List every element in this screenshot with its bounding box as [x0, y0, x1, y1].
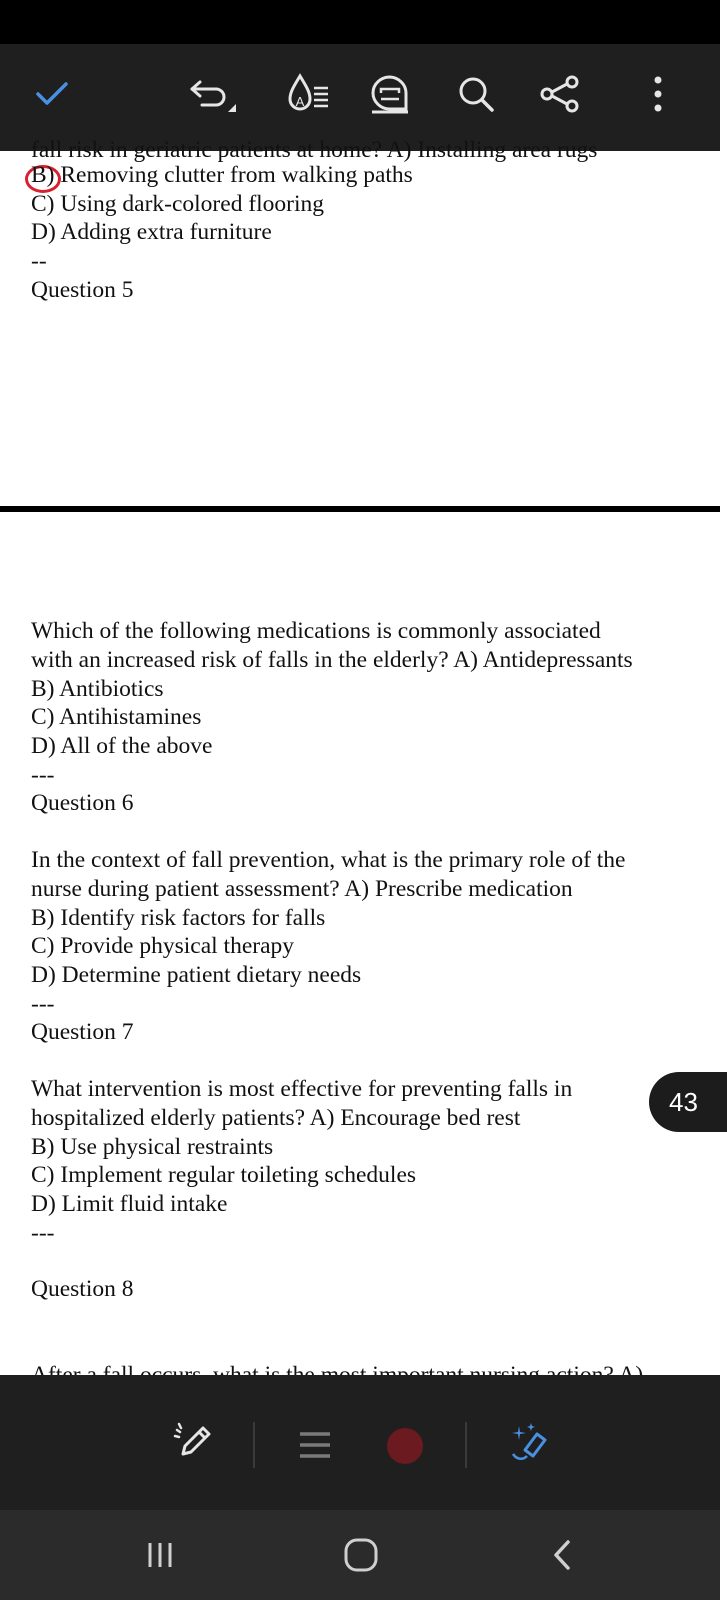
status-bar — [0, 0, 720, 44]
recents-icon[interactable] — [130, 1530, 190, 1580]
undo-icon[interactable] — [186, 66, 242, 122]
svg-text:A: A — [295, 94, 305, 109]
question-label: Question 8 — [31, 1276, 134, 1302]
option-line: C) Implement regular toileting schedules — [31, 1162, 417, 1188]
option-line: B) Removing clutter from walking paths — [31, 162, 413, 188]
option-line: C) Antihistamines — [31, 704, 202, 730]
toolbar-divider — [253, 1422, 255, 1468]
bottom-toolbar — [0, 1375, 720, 1510]
top-toolbar — [0, 44, 720, 151]
ai-pen-icon[interactable] — [504, 1417, 556, 1469]
separator-text: --- — [31, 762, 55, 788]
page-number-badge: 43 — [649, 1072, 727, 1132]
question-text: with an increased risk of falls in the elderly? A) Antidepressants — [31, 647, 633, 673]
system-navigation-bar — [0, 1510, 720, 1600]
toolbar-divider — [465, 1422, 467, 1468]
separator-text: -- — [31, 248, 47, 274]
cut-off-line-top: fall risk in geriatric patients at home? A) Installing area rugs — [31, 137, 598, 163]
question-text: What intervention is most effective for preventing falls in — [31, 1076, 573, 1102]
separator-text: --- — [31, 991, 55, 1017]
question-text: Which of the following medications is commonly associated — [31, 618, 601, 644]
color-swatch-icon[interactable] — [386, 1427, 424, 1465]
pen-icon[interactable] — [168, 1417, 220, 1469]
question-text: In the context of fall prevention, what is the primary role of the — [31, 847, 626, 873]
option-line: B) Identify risk factors for falls — [31, 905, 326, 931]
check-icon[interactable] — [24, 66, 80, 122]
document-page[interactable] — [0, 137, 720, 1375]
page-divider — [0, 506, 720, 512]
question-text: hospitalized elderly patients? A) Encourage bed rest — [31, 1105, 521, 1131]
option-line: D) Adding extra furniture — [31, 219, 272, 245]
separator-text: --- — [31, 1220, 55, 1246]
option-line: D) Limit fluid intake — [31, 1191, 228, 1217]
option-line: C) Using dark-colored flooring — [31, 191, 325, 217]
question-label: Question 6 — [31, 790, 134, 816]
option-line: B) Antibiotics — [31, 676, 164, 702]
option-line: B) Use physical restraints — [31, 1134, 274, 1160]
option-line: D) Determine patient dietary needs — [31, 962, 362, 988]
option-line: D) All of the above — [31, 733, 213, 759]
question-label: Question 5 — [31, 277, 134, 303]
home-icon[interactable] — [331, 1530, 391, 1580]
menu-lines-icon[interactable] — [296, 1422, 334, 1468]
share-icon[interactable] — [532, 66, 588, 122]
text-color-icon[interactable] — [280, 66, 336, 122]
search-icon[interactable] — [448, 66, 504, 122]
option-line: C) Provide physical therapy — [31, 933, 295, 959]
text-mode-icon[interactable] — [362, 66, 418, 122]
more-icon[interactable] — [630, 66, 686, 122]
back-icon[interactable] — [532, 1530, 592, 1580]
question-label: Question 7 — [31, 1019, 134, 1045]
question-text: nurse during patient assessment? A) Prescribe medication — [31, 876, 573, 902]
